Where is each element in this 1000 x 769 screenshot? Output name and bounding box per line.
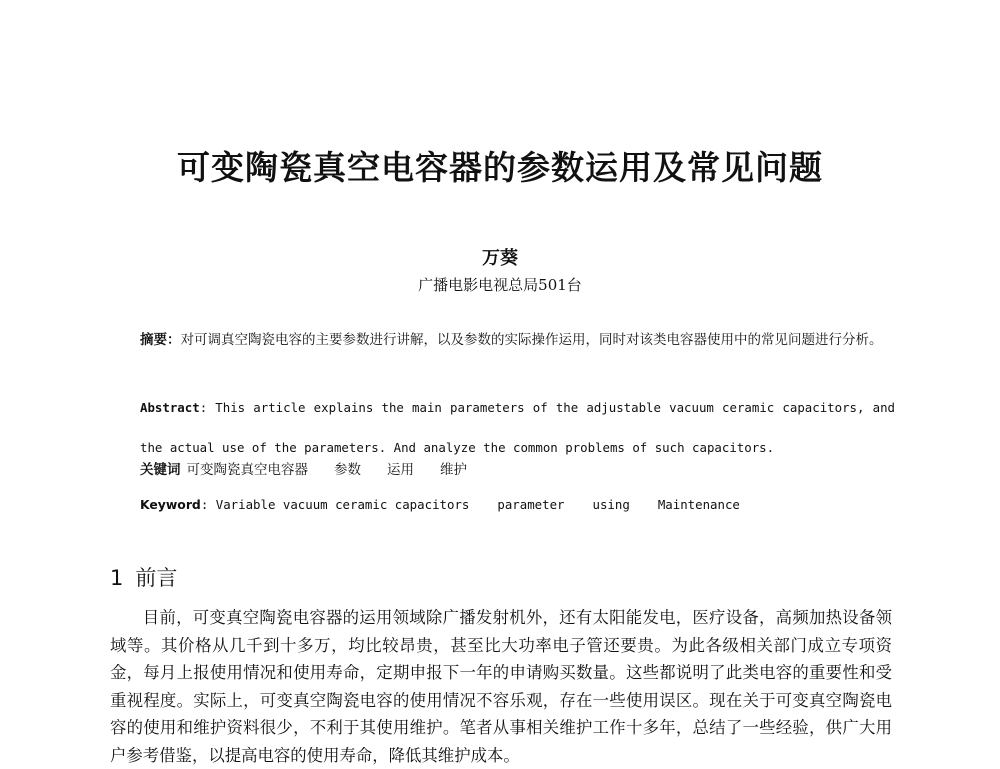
section-heading: [110, 563, 177, 593]
keyword-item: 维护: [440, 462, 467, 478]
keyword-item: using: [592, 497, 630, 512]
abstract-english-label: Abstract: [140, 400, 200, 415]
abstract-english-text: : This article explains the main parameters of the adjustable vacuum ceramic capacitors, and the actual use of the parameters. And analyze the common problems of such capacitors.: [140, 400, 895, 455]
author-name: 万葵: [482, 248, 518, 269]
section-body-paragraph: 目前，可变真空陶瓷电容器的运用领域除广播发射机外，还有太阳能发电，医疗设备，高频加热设备领域等。其价格从几千到十多万，均比较昂贵，甚至比大功率电子管还要贵。为此各级相关部门成立专项资金，每月上报使用情况和使用寿命，定期申报下一年的申请购买数量。这些都说明了此类电容的重要性和受重视程度。实际上，可变真空陶瓷电容的使用情况不容乐观，存在一些使用误区。现在关于可变真空陶瓷电容的使用和维护资料很少，不利于其使用维护。笔者从事相关维护工作十多年，总结了一些经验，供广大用户参考借鉴，以提高电容的使用寿命，降低其维护成本。: [110, 608, 892, 765]
keyword-item: 可变陶瓷真空电容器: [186, 462, 308, 478]
author-affiliation: 广播电影电视总局501台: [418, 276, 582, 294]
keyword-item: 参数: [334, 462, 361, 478]
abstract-english: [140, 388, 895, 468]
section-title: 前言: [135, 566, 178, 590]
keyword-item: : Variable vacuum ceramic capacitors: [200, 497, 470, 512]
abstract-chinese-text: 对可调真空陶瓷电容的主要参数进行讲解，以及参数的实际操作运用，同时对该类电容器使用中的常见问题进行分析。: [180, 332, 883, 348]
paper-title: 可变陶瓷真空电容器的参数运用及常见问题: [177, 148, 823, 187]
keyword-item: 运用: [387, 462, 414, 478]
keywords-chinese-label: 关键词: [140, 462, 181, 478]
keywords-english: [140, 493, 895, 517]
keyword-item: parameter: [497, 497, 565, 512]
section-number: 1: [110, 566, 124, 590]
keyword-item: Maintenance: [657, 497, 740, 512]
keywords-english-label: Keyword: [140, 497, 201, 512]
keywords-chinese: [140, 458, 895, 482]
abstract-chinese-label: 摘要：: [140, 332, 181, 348]
abstract-chinese: [140, 327, 895, 353]
